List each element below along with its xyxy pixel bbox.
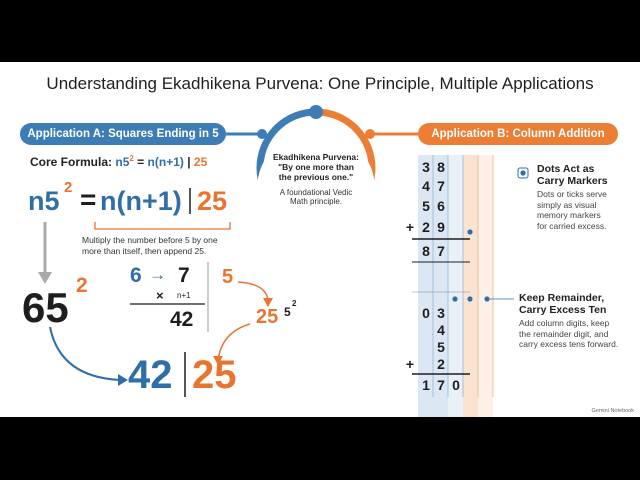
marker1-title-2: Carry Markers <box>537 175 608 188</box>
principle-title-2: "By one more than <box>278 162 354 173</box>
app-b-label: Application B: Column Addition <box>418 123 618 145</box>
carry-dot-1 <box>467 229 472 234</box>
formula-note-line-2: more than itself, then append 25. <box>82 245 207 256</box>
carry-dot-2 <box>452 296 457 301</box>
p2-r1-b: 3 <box>437 305 445 321</box>
result-left: 42 <box>128 353 173 397</box>
core-formula <box>30 154 207 169</box>
p2-sum-hundreds: 1 <box>422 377 430 393</box>
curve-arrow-blue-head <box>118 374 128 386</box>
p1-r3-tens: 5 <box>422 198 430 214</box>
marker2-title-2: Carry Excess Ten <box>519 304 607 317</box>
step-n1: 7 <box>178 264 190 287</box>
core-eq: = <box>137 155 145 169</box>
marker1-text-2: simply as visual <box>537 199 597 210</box>
principle-circle <box>257 130 375 248</box>
principle-sub-2: Math principle. <box>289 197 343 207</box>
curve-arrow-blue <box>50 327 120 380</box>
p1-plus: + <box>405 219 415 235</box>
marker2-text-3: carry excess tens forward. <box>519 339 619 350</box>
p1-r1-tens: 3 <box>422 159 430 175</box>
step-five: 5 <box>222 266 234 288</box>
p2-sum-ones: 0 <box>452 377 460 393</box>
formula-brace <box>95 222 230 229</box>
marker1-text-4: for carried excess. <box>537 221 607 231</box>
step-5sq-exp: 2 <box>292 299 297 308</box>
p2-r1-a: 0 <box>422 305 430 321</box>
ring-left-dot <box>257 129 267 139</box>
step-n1-label: n+1 <box>177 291 191 300</box>
marker2-text-1: Add column digits, keep <box>519 318 610 329</box>
marker2-text-2: the remainder digit, and <box>519 328 609 339</box>
step-n: 6 <box>130 264 142 287</box>
p1-r1-ones: 8 <box>437 159 445 175</box>
example-base: 65 <box>22 284 69 331</box>
core-nn1: n(n+1) <box>147 155 184 169</box>
formula-25: 25 <box>197 186 228 216</box>
grid-col-4 <box>463 155 478 417</box>
p1-r4-tens: 2 <box>422 219 430 235</box>
p1-r2-tens: 4 <box>422 178 430 194</box>
carry-dot-4 <box>484 296 489 301</box>
step-product: 42 <box>170 308 194 331</box>
p1-r3-ones: 6 <box>437 198 445 214</box>
grid-col-5 <box>478 155 493 417</box>
step-times: × <box>156 288 164 303</box>
example-exp: 2 <box>76 274 88 297</box>
slide <box>0 62 640 417</box>
marker2-title-1: Keep Remainder, <box>519 292 605 304</box>
p2-plus: + <box>405 356 415 372</box>
result-right: 25 <box>192 353 237 397</box>
step-5sq-base: 5 <box>284 305 291 319</box>
step-arrow: → <box>149 265 166 284</box>
core-n5: n5 <box>115 155 130 169</box>
p2-sum-tens: 7 <box>437 377 445 393</box>
p2-r4-b: 2 <box>437 356 445 372</box>
principle-title-3: the previous one." <box>278 172 354 183</box>
marker1-text-3: memory markers <box>537 210 601 221</box>
p1-sum-ones: 7 <box>437 243 445 259</box>
marker-note-2 <box>519 292 637 350</box>
principle-sub-1: A foundational Vedic <box>279 187 353 197</box>
marker-note-1 <box>537 163 637 232</box>
formula-nn1: n(n+1) <box>100 186 182 216</box>
p1-r4-ones: 9 <box>437 219 445 235</box>
formula-eq: = <box>80 184 97 215</box>
core-exp: 2 <box>129 154 134 163</box>
p1-r2-ones: 7 <box>437 178 445 194</box>
formula-exp: 2 <box>64 179 73 196</box>
page-title: Understanding Ekadhikena Purvena: One Principle, Multiple Applications <box>46 74 594 93</box>
core-25: 25 <box>193 155 208 169</box>
marker1-text-1: Dots or ticks serve <box>537 189 607 200</box>
principle-title-1: Ekadhikena Purvena: <box>273 152 359 162</box>
core-formula-label: Core Formula: <box>30 155 113 169</box>
ring-right-dot <box>365 129 375 139</box>
formula-note <box>82 235 282 256</box>
app-a-label: Application A: Squares Ending in 5 <box>20 123 226 145</box>
core-bar: | <box>187 155 191 169</box>
curve-arrow-orange-1 <box>238 282 268 302</box>
carry-dot-3 <box>467 296 472 301</box>
formula-note-line-1: Multiply the number before 5 by one <box>82 235 218 245</box>
marker1-title-1: Dots Act as <box>537 163 595 175</box>
p2-r3-b: 5 <box>437 339 445 355</box>
p1-sum-tens: 8 <box>422 243 430 259</box>
watermark: Gemini Notebook <box>591 408 634 414</box>
formula-n5: n5 <box>28 186 60 216</box>
step-25: 25 <box>256 306 279 328</box>
down-arrow-head <box>38 272 52 284</box>
p2-r2-b: 4 <box>437 322 445 338</box>
ring-top-dot <box>309 105 323 119</box>
